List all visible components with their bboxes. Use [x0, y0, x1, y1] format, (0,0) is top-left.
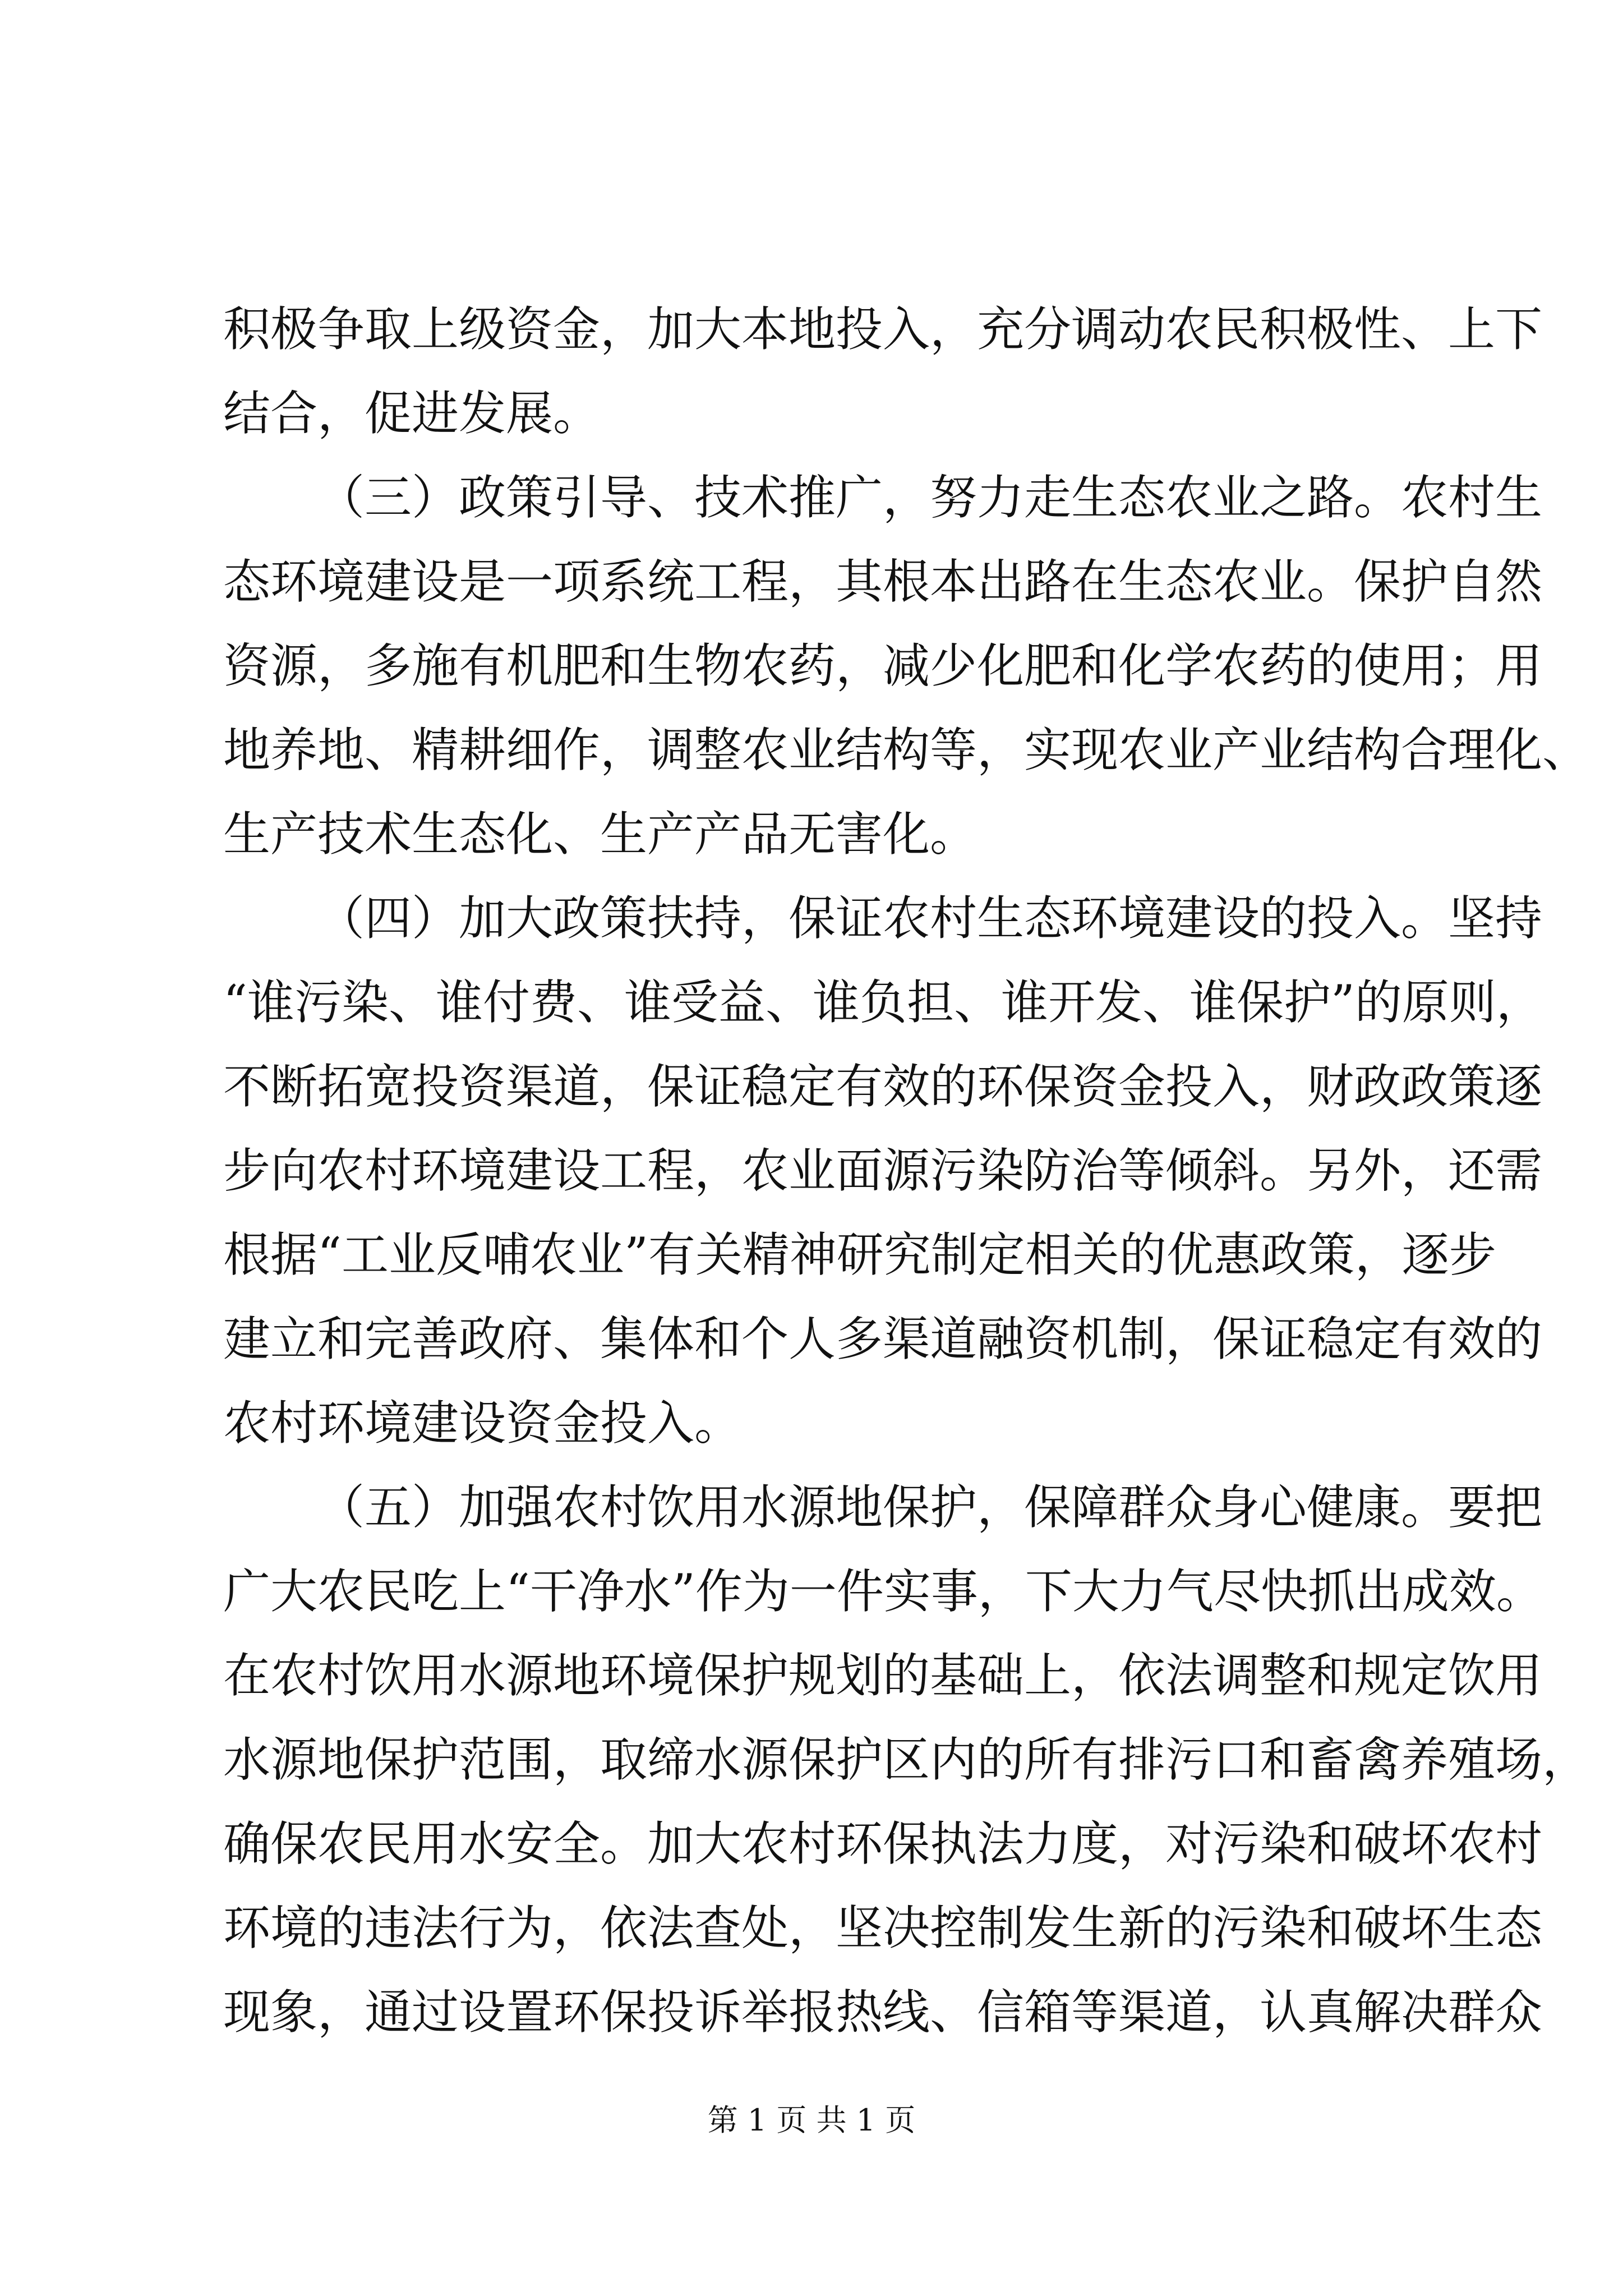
paragraph-first-line: （四）加大政策扶持，保证农村生态环境建设的投入。坚持 [317, 891, 1543, 946]
text-line: 现象，通过设置环保投诉举报热线、信箱等渠道，认真解决群众 [223, 1985, 1543, 2040]
paragraph-first-line: （五）加强农村饮用水源地保护，保障群众身心健康。要把 [317, 1480, 1543, 1535]
text-line: 不断拓宽投资渠道，保证稳定有效的环保资金投入，财政政策逐 [223, 1059, 1543, 1114]
text-line: 步向农村环境建设工程，农业面源污染防治等倾斜。另外，还需 [223, 1143, 1543, 1198]
text-line: 建立和完善政府、集体和个人多渠道融资机制，保证稳定有效的 [223, 1312, 1543, 1366]
text-line: 积极争取上级资金，加大本地投入，充分调动农民积极性、上下 [223, 302, 1543, 357]
page-footer: 第 1 页 共 1 页 [707, 2102, 916, 2138]
text-line: “谁污染、谁付费、谁受益、谁负担、谁开发、谁保护”的原则， [223, 975, 1543, 1030]
text-line: 确保农民用水安全。加大农村环保执法力度，对污染和破坏农村 [223, 1816, 1543, 1871]
text-line: 结合，促进发展。 [223, 386, 601, 441]
text-line: 根据“工业反哺农业”有关精神研究制定相关的优惠政策，逐步 [223, 1227, 1496, 1282]
paragraph-first-line: （三）政策引导、技术推广，努力走生态农业之路。农村生 [317, 470, 1543, 525]
text-line: 资源，多施有机肥和生物农药，减少化肥和化学农药的使用；用 [223, 638, 1543, 693]
text-line: 水源地保护范围，取缔水源保护区内的所有排污口和畜禽养殖场， [223, 1732, 1590, 1787]
text-line: 生产技术生态化、生产产品无害化。 [223, 807, 978, 862]
document-body [223, 287, 1590, 2054]
text-line: 在农村饮用水源地环境保护规划的基础上，依法调整和规定饮用 [223, 1648, 1543, 1703]
text-line: 农村环境建设资金投入。 [223, 1396, 742, 1451]
text-line: 态环境建设是一项系统工程，其根本出路在生态农业。保护自然 [223, 554, 1543, 609]
text-line: 环境的违法行为，依法查处，坚决控制发生新的污染和破坏生态 [223, 1901, 1543, 1955]
text-line: 广大农民吃上“干净水”作为一件实事，下大力气尽快抓出成效。 [223, 1564, 1543, 1619]
text-line: 地养地、精耕细作，调整农业结构等，实现农业产业结构合理化、 [223, 723, 1590, 777]
